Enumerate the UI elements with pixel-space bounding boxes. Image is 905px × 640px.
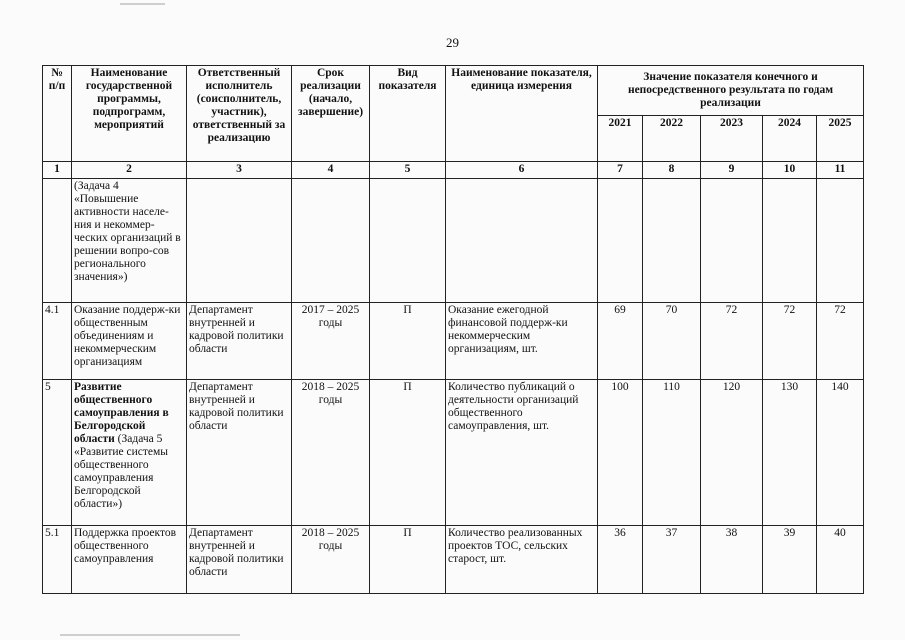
column-number-row (43, 162, 864, 179)
row-value: 70 (643, 303, 701, 380)
header-year: 2022 (643, 116, 701, 162)
column-number: 1 (43, 162, 72, 179)
column-number: 7 (598, 162, 643, 179)
row-value: 37 (643, 526, 701, 594)
row-value: 36 (598, 526, 643, 594)
row-value (598, 179, 643, 303)
header-responsible: Ответственный исполнитель (соисполнитель, участник), ответственный за реализацию (187, 66, 292, 162)
row-type (370, 179, 446, 303)
row-value: 69 (598, 303, 643, 380)
header-year: 2025 (817, 116, 864, 162)
row-responsible: Департамент внутренней и кадровой политики области (187, 303, 292, 380)
row-responsible: Департамент внутренней и кадровой политики области (187, 526, 292, 594)
row-value: 72 (763, 303, 817, 380)
row-name: Оказание поддерж-ки общественным объединениям и некоммерческим организациям (72, 303, 187, 380)
page-number: 29 (446, 35, 459, 50)
row-name: (Задача 4 «Повышение активности населе-ния и некоммер-ческих организаций в решении вопро-сов регионального значения») (72, 179, 187, 303)
row-value (643, 179, 701, 303)
row-term: 2017 – 2025 годы (292, 303, 370, 380)
row-term: 2018 – 2025 годы (292, 380, 370, 526)
row-type: П (370, 380, 446, 526)
column-number: 11 (817, 162, 864, 179)
column-number: 9 (701, 162, 763, 179)
row-value (817, 179, 864, 303)
row-term: 2018 – 2025 годы (292, 526, 370, 594)
row-value: 130 (763, 380, 817, 526)
row-name: Поддержка проектов общественного самоуправления (72, 526, 187, 594)
column-number: 3 (187, 162, 292, 179)
column-number: 4 (292, 162, 370, 179)
row-responsible: Департамент внутренней и кадровой политики области (187, 380, 292, 526)
row-value: 110 (643, 380, 701, 526)
header-year: 2021 (598, 116, 643, 162)
header-year: 2024 (763, 116, 817, 162)
table-row (43, 303, 864, 380)
header-values: Значение показателя конечного и непосредственного результата по годам реализации (598, 66, 864, 116)
column-number: 6 (446, 162, 598, 179)
column-number: 5 (370, 162, 446, 179)
row-type: П (370, 303, 446, 380)
header-term: Срок реализации (начало, завершение) (292, 66, 370, 162)
column-number: 8 (643, 162, 701, 179)
column-number: 2 (72, 162, 187, 179)
row-value (763, 179, 817, 303)
row-indicator: Количество реализованных проектов ТОС, сельских старост, шт. (446, 526, 598, 594)
scan-artifact (120, 3, 165, 5)
row-indicator: Количество публикаций о деятельности организаций общественного самоуправления, шт. (446, 380, 598, 526)
row-no (43, 179, 72, 303)
table-row (43, 380, 864, 526)
table-row (43, 526, 864, 594)
scan-artifact (60, 634, 240, 636)
row-value: 140 (817, 380, 864, 526)
header-name: Наименование государственной программы, подпрограмм, мероприятий (72, 66, 187, 162)
row-name-rest: (Задача 5 «Развитие системы общественного самоуправления Белгородской области») (74, 433, 169, 510)
row-value: 40 (817, 526, 864, 594)
row-responsible (187, 179, 292, 303)
row-value: 120 (701, 380, 763, 526)
row-no: 5 (43, 380, 72, 526)
row-type: П (370, 526, 446, 594)
table-row (43, 179, 864, 303)
row-indicator (446, 179, 598, 303)
row-name-bold: Развитие общественного самоуправления в Белгородской области (74, 381, 169, 445)
row-value: 100 (598, 380, 643, 526)
row-value (701, 179, 763, 303)
row-indicator: Оказание ежегодной финансовой поддерж-ки некоммерческим организациям, шт. (446, 303, 598, 380)
row-term (292, 179, 370, 303)
indicators-table (42, 65, 864, 594)
row-value: 72 (817, 303, 864, 380)
row-name (72, 380, 187, 526)
row-no: 5.1 (43, 526, 72, 594)
row-value: 39 (763, 526, 817, 594)
header-no: № п/п (43, 66, 72, 162)
row-value: 72 (701, 303, 763, 380)
row-value: 38 (701, 526, 763, 594)
header-year: 2023 (701, 116, 763, 162)
row-no: 4.1 (43, 303, 72, 380)
column-number: 10 (763, 162, 817, 179)
header-type: Вид показателя (370, 66, 446, 162)
header-indicator: Наименование показателя, единица измерения (446, 66, 598, 162)
